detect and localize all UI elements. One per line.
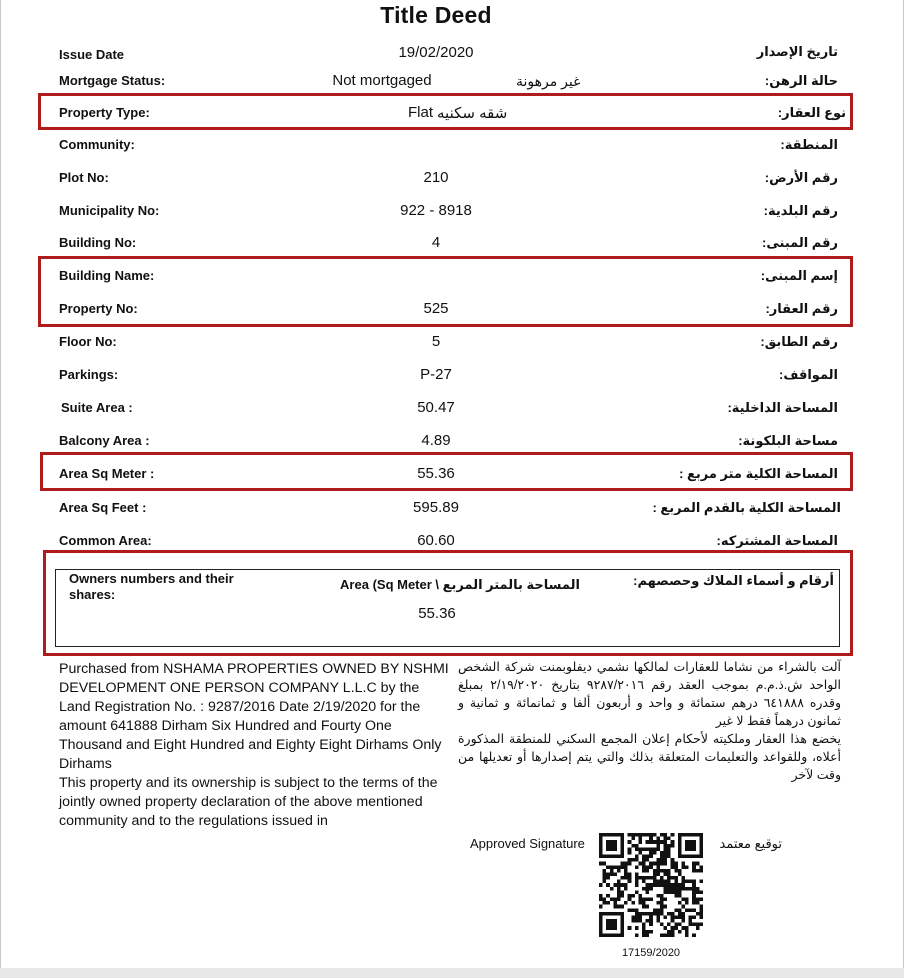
mortgage-status-value: Not mortgaged [332, 72, 432, 89]
area-sq-meter-label: Area Sq Meter : [59, 466, 155, 481]
common-area-value: 60.60 [417, 532, 455, 549]
issue-date-value: 19/02/2020 [398, 44, 474, 61]
field-row-issue-date [0, 44, 904, 68]
statement-english-terms: This property and its ownership is subject to the terms of the jointly owned property declaration of the above mentioned community and to the regulations issued in [59, 775, 438, 829]
plot-no-value: 210 [423, 169, 449, 186]
common-area-label-ar: المساحة المشتركه: [716, 533, 838, 548]
field-row-community [0, 134, 904, 158]
plot-no-label: Plot No: [59, 170, 109, 185]
building-no-label: Building No: [59, 235, 137, 250]
suite-area-label: Suite Area : [61, 400, 133, 415]
statement-arabic-terms: يخضع هذا العقار وملكيته لأحكام إعلان المجمع السكني للمنطقة المذكورة أعلاه، وللقواعد والتعليمات المتعلقة بذلك والتي يتم إصدارها أو تعديلها من وقت لآخر [458, 732, 841, 782]
suite-area-value: 50.47 [417, 399, 455, 416]
area-sq-feet-label: Area Sq Feet : [59, 500, 147, 515]
community-label-ar: المنطقة: [780, 137, 838, 152]
owners-label-ar: أرقام و أسماء الملاك وحصصهم: [633, 573, 834, 588]
statement-english-purchase: Purchased from NSHAMA PROPERTIES OWNED BY NSHMI DEVELOPMENT ONE PERSON COMPANY L.L.C by the Land Registration No. : 9287/2016 Date 2/19/2020 for the amount 641888 Dirham Six Hundred and Fourty One Thousand and Eight Hundred and Eighty Eight Dirhams Only Dirhams [59, 661, 449, 772]
parkings-label-ar: المواقف: [779, 367, 838, 382]
field-row-building-no [0, 232, 904, 256]
approved-signature-label: Approved Signature [470, 836, 585, 851]
mortgage-status-value-ar: غير مرهونة [516, 73, 581, 89]
statement-arabic [458, 658, 841, 784]
area-sq-meter-label-ar: المساحة الكلية متر مربع : [679, 466, 838, 481]
municipality-no-value: 922 - 8918 [400, 202, 472, 219]
property-type-label: Property Type: [59, 105, 150, 120]
field-row-mortgage-status [0, 70, 904, 94]
highlight-area-sq-meter [40, 452, 853, 491]
area-sq-feet-value: 595.89 [413, 499, 459, 516]
issue-date-label-ar: تاريخ الإصدار [756, 44, 838, 59]
floor-no-value: 5 [431, 333, 441, 350]
building-no-label-ar: رقم المبنى: [762, 235, 838, 250]
property-no-label: Property No: [59, 301, 138, 316]
issue-date-label: Issue Date [59, 47, 125, 62]
area-sq-meter-value: 55.36 [417, 465, 455, 482]
property-no-label-ar: رقم العقار: [765, 301, 838, 316]
highlight-building-property [38, 256, 853, 327]
building-name-label-ar: إسم المبنى: [760, 268, 838, 283]
field-row-balcony-area [0, 430, 904, 454]
suite-area-label-ar: المساحة الداخلية: [727, 400, 838, 415]
floor-no-label-ar: رقم الطابق: [760, 334, 838, 349]
property-type-label-ar: نوع العقار: [777, 105, 846, 120]
bottom-strip [0, 968, 904, 978]
qr-code-icon [599, 833, 703, 937]
area-sq-feet-label-ar: المساحة الكلية بالقدم المربع : [652, 500, 841, 515]
municipality-no-label-ar: رقم البلدية: [763, 203, 838, 218]
field-row-suite-area [0, 397, 904, 421]
common-area-label: Common Area: [59, 533, 152, 548]
mortgage-status-label-ar: حالة الرهن: [764, 73, 838, 88]
building-no-value: 4 [431, 234, 441, 251]
parkings-value: P-27 [420, 366, 452, 383]
field-row-parkings [0, 364, 904, 388]
highlight-property-type [38, 93, 853, 130]
community-label: Community: [59, 137, 135, 152]
field-row-area-sq-feet [0, 497, 904, 521]
field-row-plot-no [0, 167, 904, 191]
balcony-area-value: 4.89 [421, 432, 451, 449]
mortgage-status-label: Mortgage Status: [59, 73, 166, 88]
plot-no-label-ar: رقم الأرض: [764, 170, 838, 185]
balcony-area-label: Balcony Area : [59, 433, 150, 448]
property-no-value: 525 [423, 300, 449, 317]
field-row-municipality-no [0, 200, 904, 224]
parkings-label: Parkings: [59, 367, 119, 382]
property-type-value-ar: شقه سكنيه [437, 105, 508, 122]
floor-no-label: Floor No: [59, 334, 117, 349]
statement-arabic-purchase: آلت بالشراء من نشاما للعقارات لمالكها نشمي ديفلوبمنت شركة الشخص الواحد ش.ذ.م.م بموجب العقد رقم ٩٢٨٧/٢٠١٦ بتاريخ ٢/١٩/٢٠٢٠ بمبلغ وقدره ٦٤١٨٨٨ درهم ستمائة و واحد و أربعون ألفا و ثمانمائة و ثمانية و ثمانون درهماً فقط لا غير [458, 660, 842, 728]
statement-english [59, 660, 454, 831]
field-row-floor-no [0, 331, 904, 355]
owners-area-value: 55.36 [418, 605, 456, 622]
owners-label: Owners numbers and their shares: [69, 571, 234, 602]
document-title: Title Deed [380, 2, 492, 28]
reference-number: 17159/2020 [621, 947, 681, 959]
property-type-value: Flat [408, 104, 434, 121]
municipality-no-label: Municipality No: [59, 203, 160, 218]
building-name-label: Building Name: [59, 268, 155, 283]
balcony-area-label-ar: مساحة البلكونة: [738, 433, 838, 448]
approved-signature-label-ar: توقيع معتمد [719, 836, 782, 851]
owners-area-label: Area (Sq Meter \ المساحة بالمتر المربع [340, 577, 580, 592]
